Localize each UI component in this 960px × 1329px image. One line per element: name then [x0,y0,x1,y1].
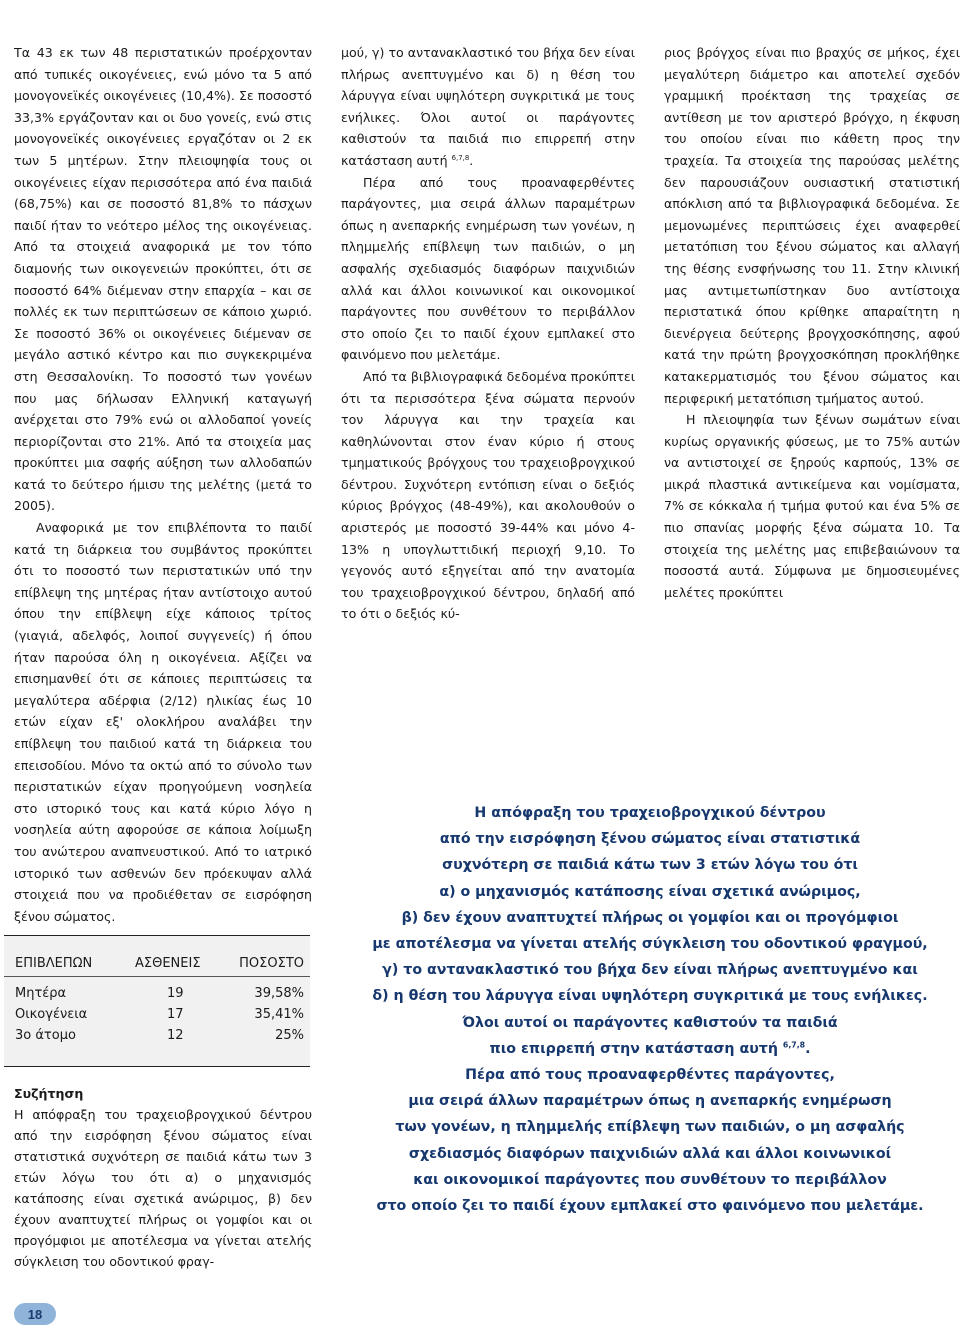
table-cell: 25% [275,1028,304,1043]
supervision-table [4,935,310,1067]
table-cell: Οικογένεια [15,1007,88,1022]
pull-quote-line: και οικονομικοί παράγοντες που συνθέτουν το περιβάλλον [413,1171,887,1188]
paragraph: μού, γ) το αντανακλαστικό του βήχα δεν είναι πλήρως ανεπτυγμένο και δ) η θέση του λάρυγγα είναι υψηλότερη συγκριτικά με τους ενήλικες. Όλοι αυτοί οι παράγοντες καθιστούν τα παιδιά πιο επιρρεπή στην κατάσταση αυτή $^{6,7,8}$. [341,45,635,168]
pull-quote-line: πιο επιρρεπή στην κατάσταση αυτή $^{6,7,8}$. [489,1040,811,1057]
pull-quote-line: α) ο μηχανισμός κατάποσης είναι σχετικά ανώριμος, [439,883,861,900]
paragraph-text: μού, γ) το αντανακλαστικό του βήχα δεν είναι πλήρως ανεπτυγμένο και δ) η θέση του λάρυγγα είναι υψηλότερη συγκριτικά με τους ενήλικες. Όλοι αυτοί οι παράγοντες καθιστούν τα παιδιά πιο επιρρεπή στην κατάσταση αυτή [341,45,635,168]
pull-quote-text: πιο επιρρεπή στην κατάσταση αυτή [489,1040,778,1057]
page-number: 18 [14,1303,56,1325]
reference-marker: 6,7,8 [451,153,470,162]
paragraph: Τα 43 εκ των 48 περιστατικών προέρχονταν από τυπικές οικογένειες, ενώ μόνο τα 5 από μονογονεϊκές οικογένειες (10,4%). Σε ποσοστό 33,3% εργάζονταν και οι δυο γονείς, ενώ στις μονογονεϊκές οικογένειες εργαζόταν οι 2 εκ των 5 μητέρων. Στην πλειοψηφία τους οι οικογένειες είχαν περισσότερα από ένα παιδιά (68,75%) και σε ποσοστό 81,8% το πάσχων παιδί ήταν το νεότερο μέλος της οικογένειας. Από τα στοιχειά αναφορικά με τον τόπο διαμονής των οικογενειών προκύπτει, ότι σε ποσοστό 64% διέμεναν στην επαρχία – και σε πολλές εκ των περιπτώσεων σε κάποιο χωριό. Σε ποσοστό 36% οι οικογένειες διέμεναν σε μεγάλο αστικό κέντρο και πιο συγκεκριμένα στη Θεσσαλονίκη. Το ποσοστό των γονέων που μας δήλωσαν Ελληνική καταγωγή ανέρχεται στο 79% ενώ οι αλλοδαποί γονείς περιορίζονται στο 21%. Από τα στοιχεία μας προκύπτει μια σαφής αύξηση των αλλοδαπών κατά το δεύτερο ήμισυ της μελέτης (μετά το 2005). [14,45,312,514]
table-cell: 12 [167,1028,184,1043]
table-cell: 3ο άτομο [15,1028,76,1043]
pull-quote-line: μια σειρά άλλων παραμέτρων όπως η ανεπαρκής ενημέρωση [408,1093,892,1110]
table-cell: Μητέρα [15,986,67,1001]
pull-quote-line: σχεδιασμός διαφόρων παιχνιδιών αλλά και άλλοι κοινωνικοί [408,1145,892,1162]
paragraph: Η πλειοψηφία των ξένων σωμάτων είναι κυρίως οργανικής φύσεως, με το 75% αυτών να αντιστοιχεί σε ξηρούς καρπούς, 13% σε μικρά πλαστικά αντικείμενα και νομίσματα, 7% σε κόκκαλα ή τμήμα φυτού και ένα 5% σε πιο σπανίας μορφής ξένα σώματα 10. Τα στοιχεία της μελέτης μας επιβεβαιώνουν τα ποσοστά αυτά. Σύμφωνα με δημοσιευμένες μελέτες προκύπτει [664,412,960,600]
table-header: ΕΠΙΒΛΕΠΩΝ [15,956,93,971]
paragraph: Η απόφραξη του τραχειοβρογχικού δέντρου από την εισρόφηση ξένου σώματος είναι στατιστικά συχνότερη σε παιδιά κάτω των 3 ετών λόγω του ότι α) ο μηχανισμός κατάποσης είναι σχετικά ανώριμος, β) δεν έχουν αναπτυχτεί πλήρως οι γομφίοι και οι προγόμφιοι με αποτέλεσμα να γίνεται ατελής σύγκλειση του οδοντικού φραγ- [14,1107,312,1269]
reference-marker: 6,7,8 [782,1040,806,1050]
table-row [4,1028,310,1048]
paragraph: Αναφορικά με τον επιβλέποντα το παιδί κατά τη διάρκεια του συμβάντος προκύπτει ότι το ποσοστό των περιστατικών υπό την επίβλεψη της μητέρας ήταν αντίστοιχο αυτού όπου την επίβλεψη είχε κάποιος τρίτος (γιαγιά, αδελφός, λοιποί συγγενείς) ή όπου ήταν παρούσα όλη η οικογένεια. Αξίζει να επισημανθεί ότι σε κάποιες περιπτώσεις τα μεγαλύτερα αδέρφια (2/12) ηλικίας έως 10 ετών είχαν εξ' ολοκλήρου αναλάβει την επίβλεψη του παιδιού κατά τη διάρκεια του επεισοδίου. Μόνο τα οκτώ από το σύνολο των περιστατικών είχαν προηγούμενη νοσηλεία στο ιστορικό τους και κατά κύριο λόγο η νοσηλεία αύτη αφορούσε σε κάποια λοίμωξη του ανώτερου αναπνευστικού. Από το ιατρικό ιστορικό των ασθενών δεν πρόεκυψαν αλλά στοιχειά που να προδιέθεταν σε εισρόφηση ξένου σώματος. [14,520,312,924]
pull-quote-line: στο οποίο ζει το παιδί έχουν εμπλακεί στο φαινόμενο που μελετάμε. [376,1198,924,1215]
table-cell: 39,58% [254,986,304,1001]
table-row [4,1007,310,1027]
pull-quote-line: γ) το αντανακλαστικό του βήχα δεν είναι πλήρως ανεπτυγμένο και [382,962,918,979]
paragraph: Πέρα από τους προαναφερθέντες παράγοντες, μια σειρά άλλων παραμέτρων όπως η ανεπαρκής ενημέρωση των γονέων, η πλημμελής επίβλεψη των παιδιών, ο μη ασφαλής σχεδιασμός διαφόρων παιχνιδιών αλλά και άλλοι κοινωνικοί και οικονομικοί παράγοντες που συνθέτουν το περιβάλλον στο οποίο ζει το παιδί έχουν εμπλακεί στο φαινόμενο που μελετάμε. [341,174,635,363]
pull-quote-line: από την εισρόφηση ξένου σώματος είναι στατιστικά [439,831,861,848]
pull-quote-line: δ) η θέση του λάρυγγα είναι υψηλότερη συγκριτικά με τους ενήλικες. [372,988,928,1005]
discussion-section [14,1083,312,1272]
paragraph: Από τα βιβλιογραφικά δεδομένα προκύπτει ότι τα περισσότερα ξένα σώματα περνούν τον λάρυγγα και την τραχεία και καθηλώνονται στον έναν κύριο ή στους τμηματικούς βρόγχους του τραχειοβρογχικού δέντρου. Συχνότερη εντόπιση είναι ο δεξιός κύριος βρόγχος (48-49%), και ακολουθούν ο αριστερός με ποσοστό 39-44% και μόνο 4-13% η υπογλωττιδική περιοχή 9,10. Το γεγονός αυτό εξηγείται από την ανατομία του τραχειοβρογχικού δέντρου, δηλαδή από το ότι ο δεξιός κύ- [341,368,635,622]
table-cell: 17 [167,1007,184,1022]
table-row [4,986,310,1006]
table-header: ΑΣΘΕΝΕΙΣ [135,956,201,971]
paragraph: ριος βρόγχος είναι πιο βραχύς σε μήκος, έχει μεγαλύτερη διάμετρο και αποτελεί σχεδόν γραμμική προέκταση της τραχείας σε αντίθεση με τον αριστερό βρόγχο, η έκφυση του οποίου είναι πιο κάθετη προς την τραχεία. Τα στοιχεία της παρούσας μελέτης δεν παρουσιάζουν ουσιαστική στατιστική απόκλιση από τα βιβλιογραφικά δεδομένα. Σε μεμονωμένες περιπτώσεις έχει αναφερθεί μετατόπιση του ξένου σώματος και αλλαγή της θέσης ενσφήνωσης του 11. Στην κλινική μας αντιμετωπίστηκαν δυο αντίστοιχα περιστατικά όπου κρίθηκε απαραίτητη η διενέργεια δεύτερης βρογχοσκόπησης, αφού κατά την πρώτη βρογχοσκόπηση προκλήθηκε κατακερματισμός του ξένου σώματος και περιφερική μετατόπιση τμήματος αυτού. [664,45,960,406]
pull-quote-line: Η απόφραξη του τραχειοβρογχικού δέντρου [474,805,826,821]
pull-quote [340,800,960,1219]
section-heading: Συζήτηση [14,1086,84,1101]
pull-quote-line: συχνότερη σε παιδιά κάτω των 3 ετών λόγω του ότι [442,857,858,874]
pull-quote-line: Όλοι αυτοί οι παράγοντες καθιστούν τα παιδιά [462,1014,838,1031]
pull-quote-line: των γονέων, η πλημμελής επίβλεψη των παιδιών, ο μη ασφαλής [395,1119,905,1136]
table-header-row [4,956,310,977]
table-cell: 35,41% [254,1007,304,1022]
pull-quote-line: Πέρα από τους προαναφερθέντες παράγοντες, [465,1067,835,1084]
pull-quote-line: με αποτέλεσμα να γίνεται ατελής σύγκλειση του οδοντικού φραγμού, [372,936,928,953]
text-column-2 [341,42,635,625]
text-column-1 [14,42,312,927]
text-column-3 [664,42,960,603]
table-header: ΠΟΣΟΣΤΟ [239,956,304,971]
pull-quote-line: β) δεν έχουν αναπτυχτεί πλήρως οι γομφίοι και οι προγόμφιοι [401,909,899,926]
table-cell: 19 [167,986,184,1001]
